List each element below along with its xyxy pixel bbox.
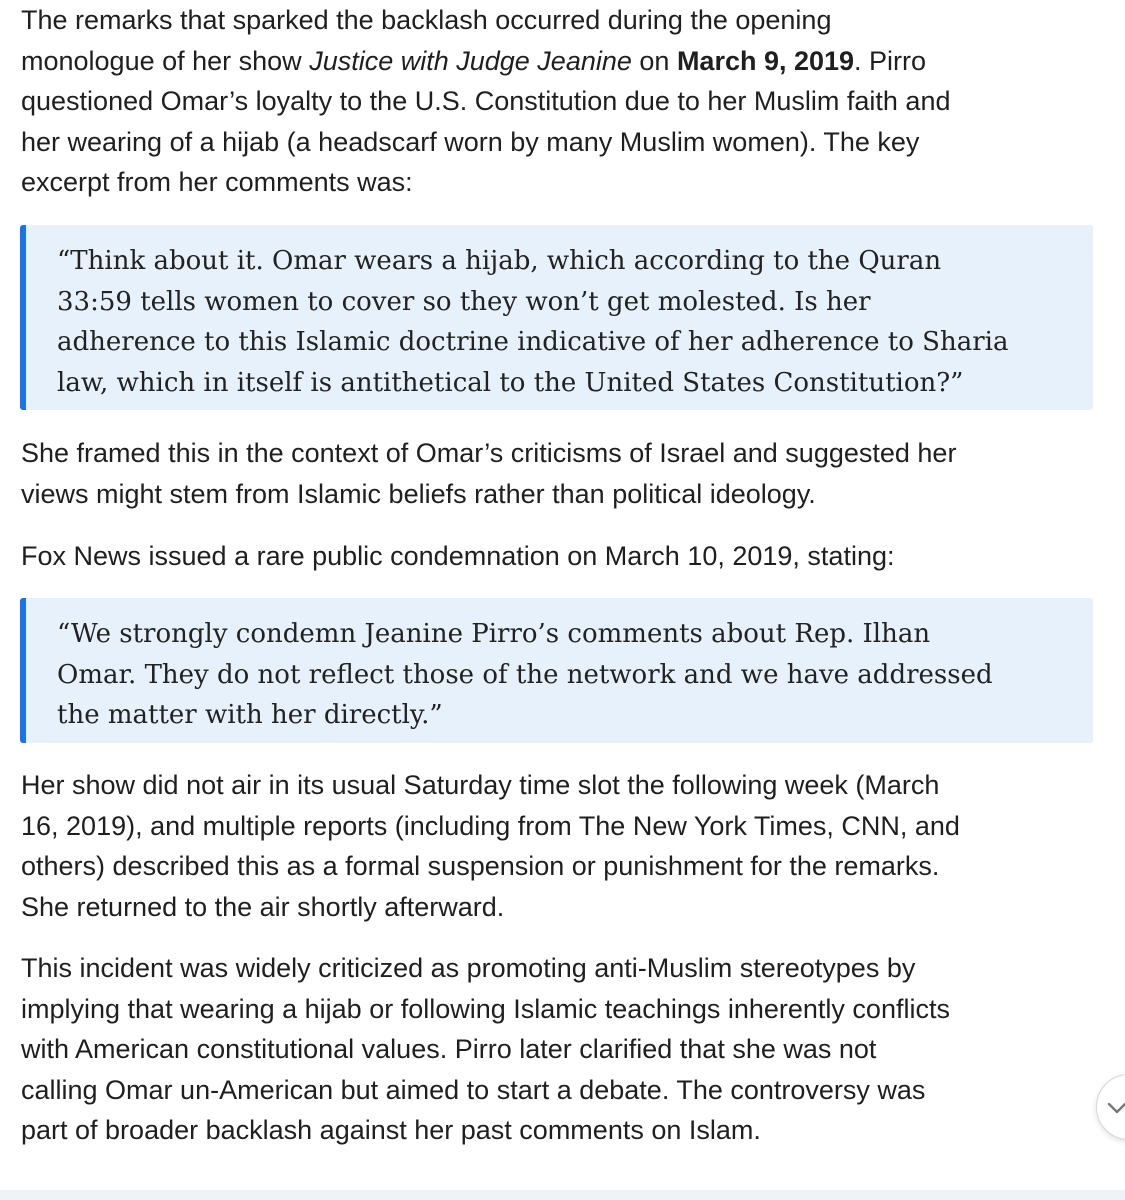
highlighted-date: March 9, 2019 <box>676 45 855 76</box>
quote-text: “Think about it. Omar wears a hijab, which according to the Quran 33:59 tells women to cover so they won’t get molested. Is her adherence to this Islamic doctrine indicative of her adherence to Sharia law, which in itself is antithetical to the United States Constitution?” <box>57 246 1009 398</box>
chevron-down-icon <box>1106 1097 1125 1119</box>
paragraph-fox-condemnation: Fox News issued a rare public condemnation on March 10, 2019, stating: <box>21 541 895 571</box>
paragraph-remarks-context <box>21 0 1101 203</box>
quote-text: “We strongly condemn Jeanine Pirro’s comments about Rep. Ilhan Omar. They do not reflect those of the network and we have addressed the matter with her directly.” <box>57 619 993 730</box>
blockquote-pirro-remarks <box>20 225 1093 410</box>
paragraph-suspension: Her show did not air in its usual Saturday time slot the following week (March 16, 2019), and multiple reports (including from The New York Times, CNN, and others) described this as a formal suspension or punishment for the remarks. She returned to the air shortly afterward. <box>21 770 960 922</box>
paragraph-framing: She framed this in the context of Omar’s criticisms of Israel and suggested her views might stem from Islamic beliefs rather than political ideology. <box>21 438 957 509</box>
bottom-bar <box>0 1190 1125 1200</box>
paragraph-criticism: This incident was widely criticized as promoting anti-Muslim stereotypes by implying that wearing a hijab or following Islamic teachings inherently conflicts with American constitutional values. Pirro later clarified that she was not calling Omar un-American but aimed to start a debate. The controversy was part of broader backlash against her past comments on Islam. <box>21 953 950 1145</box>
paragraph-text: on <box>631 45 677 76</box>
paragraph-text: . Pirro questioned Omar’s loyalty to the U.S. Constitution due to her Muslim faith and her wearing of a hijab (a headscarf worn by many Muslim women). The key excerpt from her comments was: <box>21 45 951 197</box>
paragraph-text: The remarks that sparked the backlash occurred during the opening monologue of her show <box>21 5 832 76</box>
show-title: Justice with Judge Jeanine <box>309 45 632 76</box>
blockquote-fox-statement <box>20 598 1093 743</box>
